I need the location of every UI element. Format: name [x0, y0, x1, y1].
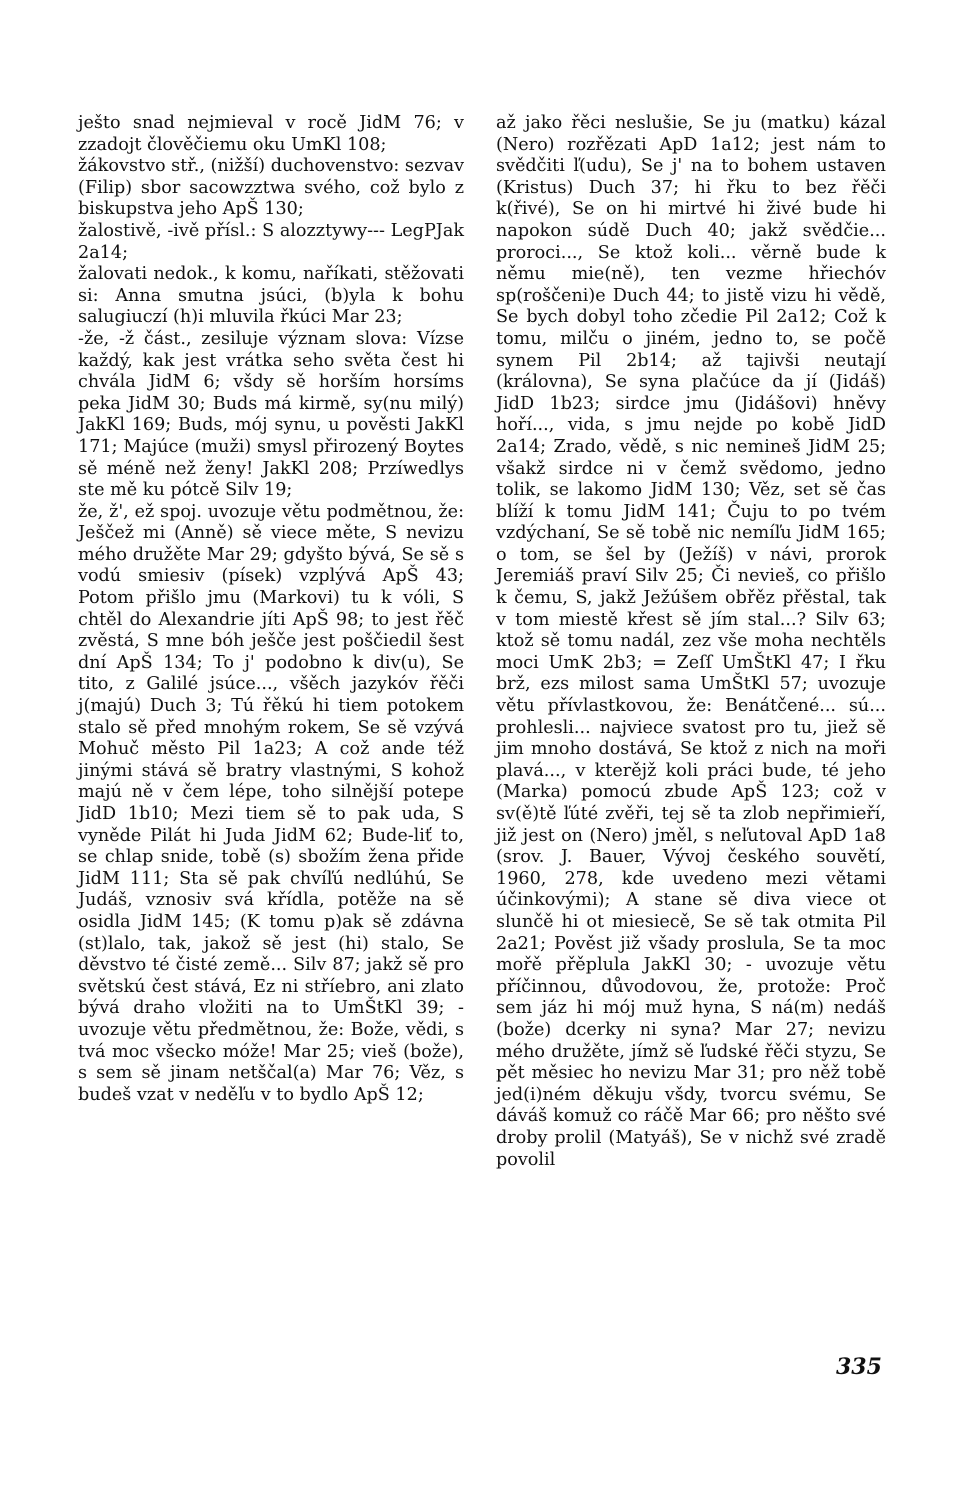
page-number: 335: [836, 1354, 882, 1380]
right-column: [496, 113, 886, 1171]
entry-ze-continued: až jako řěci neslušie, Se ju (matku) kázal (Nero) rozřězati ApD 1a12; jest nám to svědčiti ľ(udu), Se j' na to bohem ustaven (Kristus) Duch 37; hi řku to bez řěči k(řivé), Se on hi mirtvé hi živé bude hi napokon súdě Duch 40; jakž svědčie... proroci..., Se ktož koli... věrně bude k němu mie(ně), ten vezme hřiechóv sp(roščeni)e Duch 44; to jistě vizu hi vědě, Se bych dobyl toho zčedie Pil 2a12; Což k tomu, milču o jiném, jedno to, se počě synem Pil 2b14; až tajivši neutají (královna), Se syna plačúce da jí (Jidáš) JidD 1b23; sirdce jmu (Jidášovi) hněvy hoří..., vida, s jmu nejde po kobě JidD 2a14; Zrado, vědě, s nic nemineš JidM 25; všakž sirdce ni v čemž svědomo, jedno tolik, se lakomo JidM 130; Věz, set sě čas blíží k tomu JidM 141; Čuju to po tvém vzdýchaní, Se sě tobě nic nemíľu JidM 165; o tom, se šel by (Ježíš) v návi, prorok Jeremiáš praví Silv 25; Či nevieš, co přišlo k čemu, S, jakž Ježúšem obřěz přěstal, tak v tom miestě křest sě jím stal...? Silv 63; ktož sě tomu nadál, zez vše moha nechtěls moci UmK 2b3; = Zeſſ UmŠtKl 47; I řku brž, ezs milost sama UmŠtKl 57; uvozuje větu přívlastkovou, že: Benátčené... sú... prohlesli... najviece svatost pro tu, jiež sě jim mnoho dostává, Se ktož z nich na moři plavá..., v kterějž koli práci bude, té jeho (Marka) pomocú zbude ApŠ 123; což v sv(ě)tě ľúté zvěři, tej sě ta zlob nepřimieří, již jest on (Nero) jměl, s neľutoval ApD 1a8 (srov. J. Bauer, Vývoj českého souvětí, 1960, 278, kde uvedeno mezi větami účinkovými); A stane sě diva viece ot slunčě hi ot miesiecě, Se sě tak otmita Pil 2a21; Pověst již všady proslula, Se ta moc mořě přěplula JakKl 30; - uvozuje větu příčinnou, důvodovou, že, protože: Proč sem jáz hi mój muž hyna, S ná(m) nedáš (bože) dcerky ni syna? Mar 27; nevizu mého družěte, jímž sě ľudské řěči styzu, Se pět měsiec ho nevizu Mar 31; pro něž tobě jed(i)ném děkuju všdy, tvorcu svému, Se dáváš komuž co ráčě Mar 66; pro něšto své droby prolil (Matyáš), Se v nichž své zradě povolil: [496, 113, 886, 1170]
entry-ze-particle: -že, -ž část., zesiluje význam slova: Vízse každý, kak jest vrátka seho světa čest hi chvála JidM 6; všdy sě horším horsíms peka JidM 30; Buds má kirmě, sy(nu milý) JakKl 169; Buds, mój synu, u pověsti JakKl 171; Majúce (muži) smysl přirozený Boytes sě méně než ženy! JakKl 208; Przíwedlys ste mě ku pótcě Silv 19;: [78, 328, 464, 501]
entry-zalostive: žalostivě, -ivě přísl.: S alozztywy--- LegPJak 2a14;: [78, 220, 464, 263]
entry-ze-conjunction: že, ž', ež spoj. uvozuje větu podmětnou, že: Ješčež mi (Anně) sě viece měte, S nevizu mého družěte Mar 29; gdyšto bývá, Se sě s vodú smiesiv (písek) vzplývá ApŠ 43; Potom přišlo jmu (Markovi) tu k vóli, S chtěl do Alexandrie jíti ApŠ 98; to jest řěč zvěstá, S mne bóh ješče jest poščiedil šest dní ApŠ 134; To j' podobno k div(u), Se tito, z Galilé jsúce..., všěch jazykóv řěči j(majú) Duch 3; Tú řěkú hi tiem potokem stalo sě před mnohým rokem, Se sě vzývá Mohuč město Pil 1a23; A což ande též jinými stává sě bratry vlastnými, S kohož majú ně v čem lépe, toho silnější potepe JidD 1b10; Mezi tiem sě to pak uda, S vyněde Pilát hi Juda JidM 62; Bude-liť to, se chlap snide, tobě (s) sbožím žena přide JidM 111; Sta sě pak chvíľú nedlúhú, Se Judáš, vznosiv svá křídla, potěže na sě osidla JidM 145; (K tomu p)ak sě zdávna (st)lalo, tak, jakož sě jest (hi) stalo, Se děvstvo té čisté země... Silv 87; jakž sě pro světskú čest stává, Ez ni stříebro, ani zlato bývá draho vložiti na to UmŠtKl 39; - uvozuje větu předmětnou, že: Bože, vědi, s tvá moc všecko móže! Mar 25; vieš (bože), s sem sě jinam netščal(a) Mar 76; Věz, s budeš vzat v neděľu v to bydlo ApŠ 12;: [78, 501, 464, 1105]
entry-paragraph: ješto snad nejmieval v rocě JidM 76; v zzadojt člověčiemu oku UmKl 108;: [78, 113, 464, 155]
entry-zalovati: žalovati nedok., k komu, naříkati, stěžovati si: Anna smutna jsúci, (b)yla k bohu salugiuczí (h)i mluvila řkúci Mar 23;: [78, 264, 464, 328]
left-column: [78, 113, 464, 1106]
entry-zakovstvo: žákovstvo stř., (nižší) duchovenstvo: sezvav (Filip) sbor sacowzztwa svého, což bylo z biskupstva jeho ApŠ 130;: [78, 156, 465, 220]
